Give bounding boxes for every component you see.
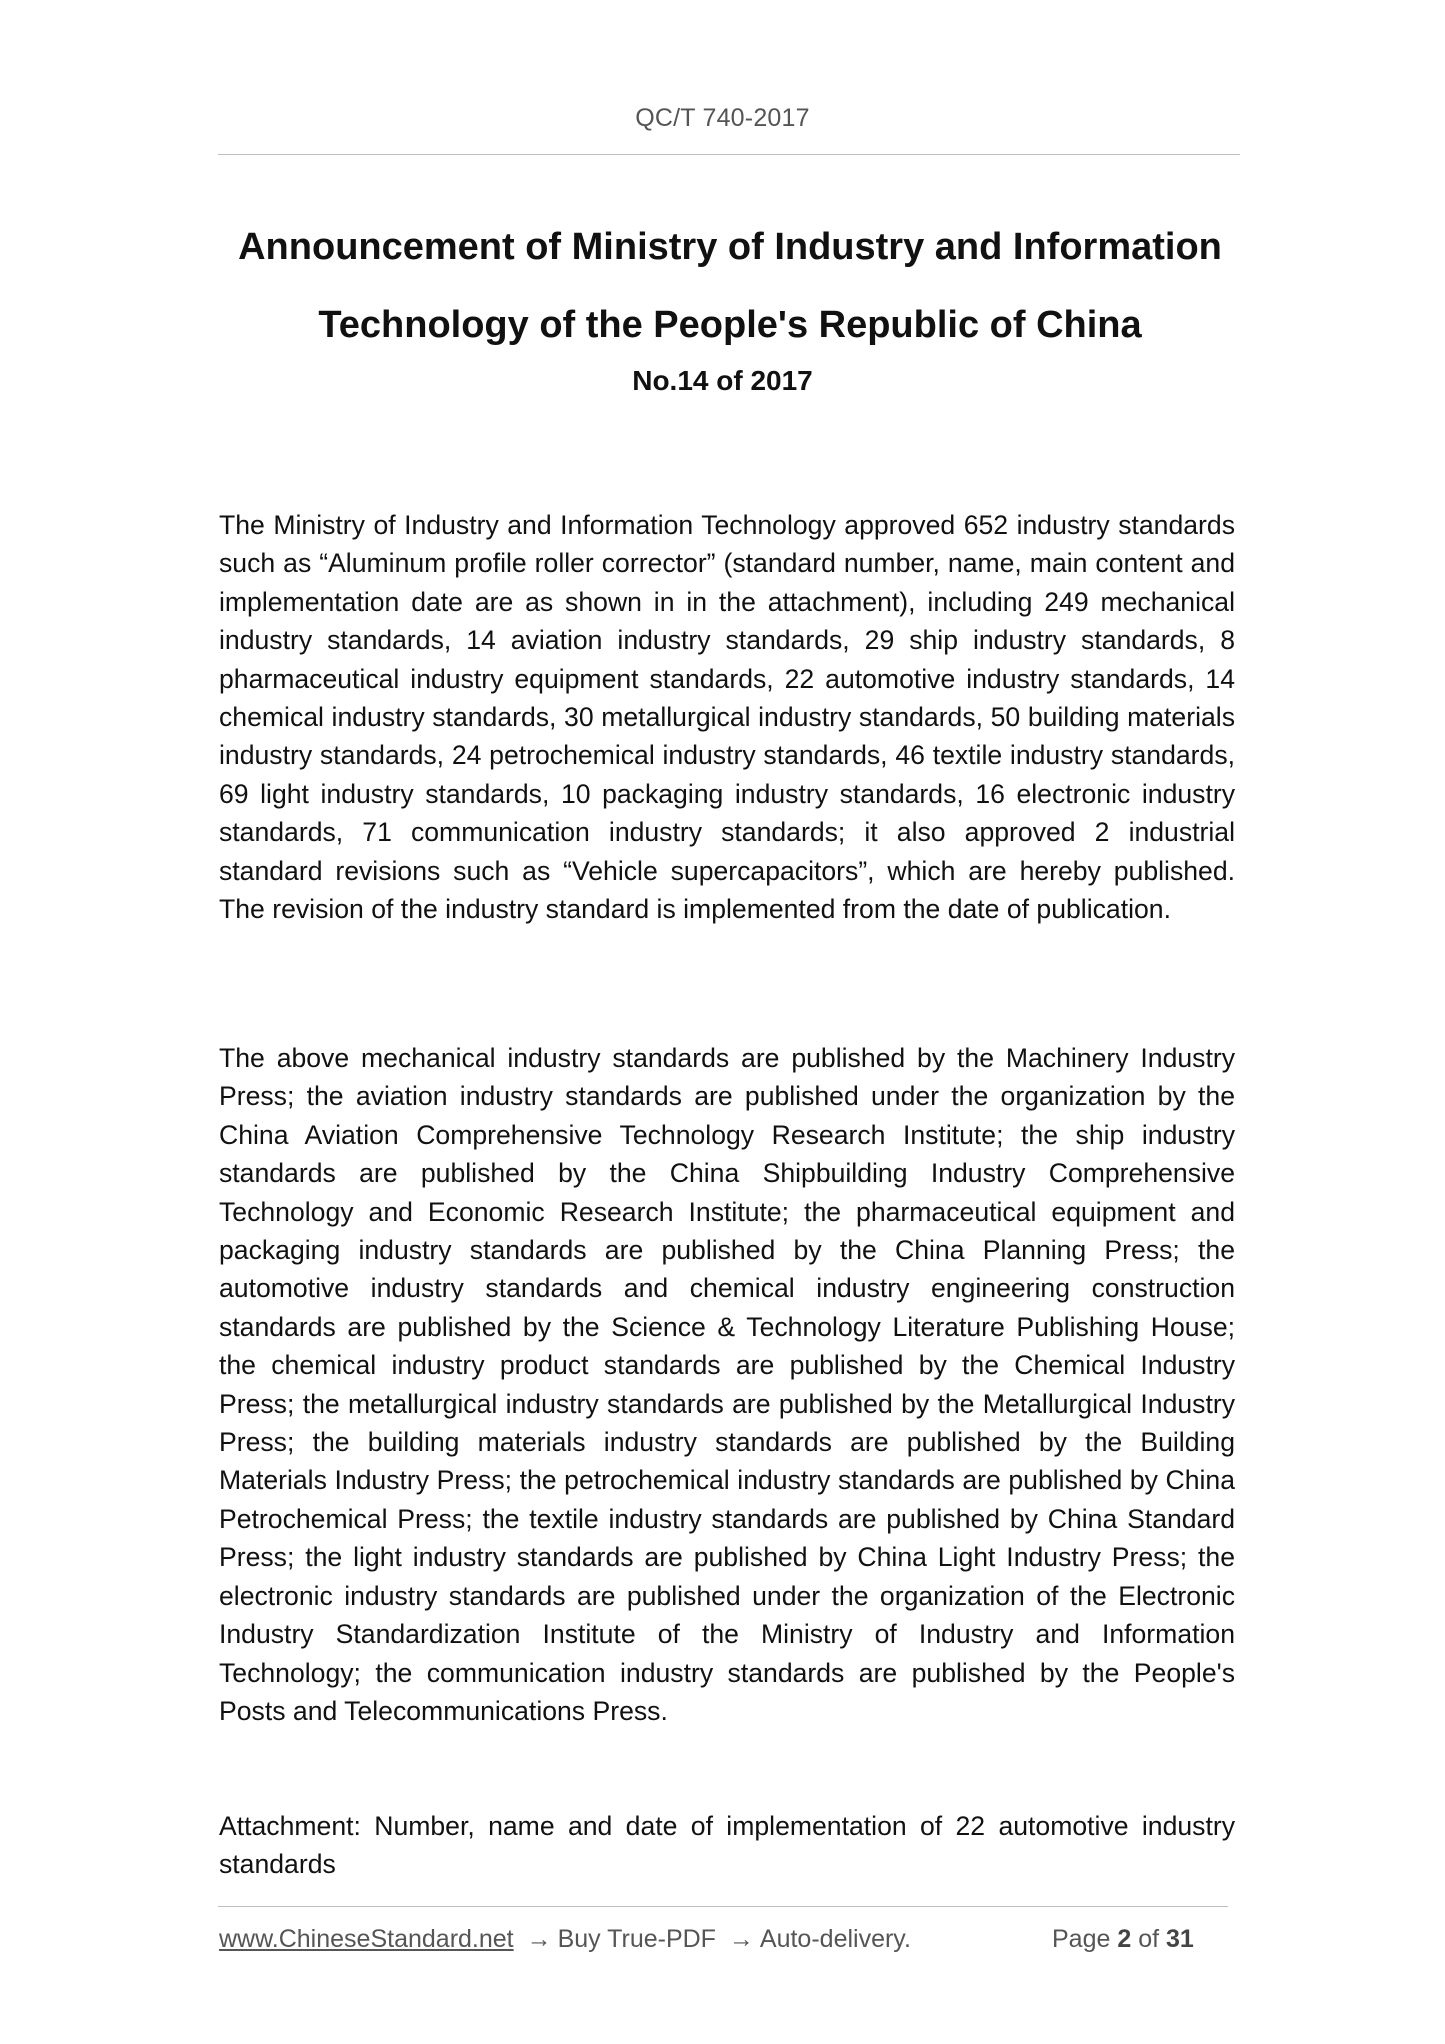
page-of-label: of — [1138, 1925, 1160, 1953]
announcement-title: Announcement of Ministry of Industry and Information Technology of the People's Republic of China — [238, 226, 1222, 346]
page-total: 31 — [1166, 1925, 1194, 1953]
body-paragraph-2: The above mechanical industry standards are published by the Machinery Industry Press; the aviation industry standards are published under the organization by the China Aviation Comprehensive Technology Research Institute; the ship industry standards are published by the China Shipbuilding Industry Comprehensive Technology and Economic Research Institute; the pharmaceutical equipment and packaging industry standards are published by the China Planning Press; the automotive industry standards and chemical industry engineering construction standards are published by the Science & Technology Literature Publishing House; the chemical industry product standards are published by the Chemical Industry Press; the metallurgical industry standards are published by the Metallurgical Industry Press; the building materials industry standards are published by the Building Materials Industry Press; the petrochemical industry standards are published by China Petrochemical Press; the textile industry standards are published by China Standard Press; the light industry standards are published by China Light Industry Press; the electronic industry standards are published under the organization of the Electronic Industry Standardization Institute of the Ministry of Industry and Information Technology; the communication industry standards are published by the People's Posts and Telecommunications Press. — [219, 1043, 1235, 1726]
standard-code-header: QC/T 740-2017 — [635, 104, 810, 132]
arrow-right-icon: → — [526, 1925, 552, 1953]
attachment-paragraph: Attachment: Number, name and date of implementation of 22 automotive industry standards — [219, 1811, 1235, 1880]
footer-divider — [218, 1906, 1228, 1907]
website-link[interactable]: www.ChineseStandard.net — [219, 1925, 514, 1953]
arrow-right-icon: → — [728, 1925, 754, 1953]
buy-pdf-text: Buy True-PDF — [557, 1925, 716, 1953]
announcement-number: No.14 of 2017 — [632, 365, 813, 396]
page-label: Page — [1052, 1925, 1111, 1953]
page-current: 2 — [1117, 1925, 1132, 1953]
auto-delivery-text: Auto-delivery. — [759, 1925, 911, 1953]
header-divider — [218, 154, 1240, 155]
page-indicator — [1052, 1925, 1194, 1954]
footer-promo — [219, 1925, 911, 1954]
body-paragraph-1: The Ministry of Industry and Information Technology approved 652 industry standards such as “Aluminum profile roller corrector” (standard number, name, main content and implementation date are as shown in in the attachment), including 249 mechanical industry standards, 14 aviation industry standards, 29 ship industry standards, 8 pharmaceutical industry equipment standards, 22 automotive industry standards, 14 chemical industry standards, 30 metallurgical industry standards, 50 building materials industry standards, 24 petrochemical industry standards, 46 textile industry standards, 69 light industry standards, 10 packaging industry standards, 16 electronic industry standards, 71 communication industry standards; it also approved 2 industrial standard revisions such as “Vehicle supercapacitors”, which are hereby published. The revision of the industry standard is implemented from the date of publication. — [219, 510, 1235, 925]
